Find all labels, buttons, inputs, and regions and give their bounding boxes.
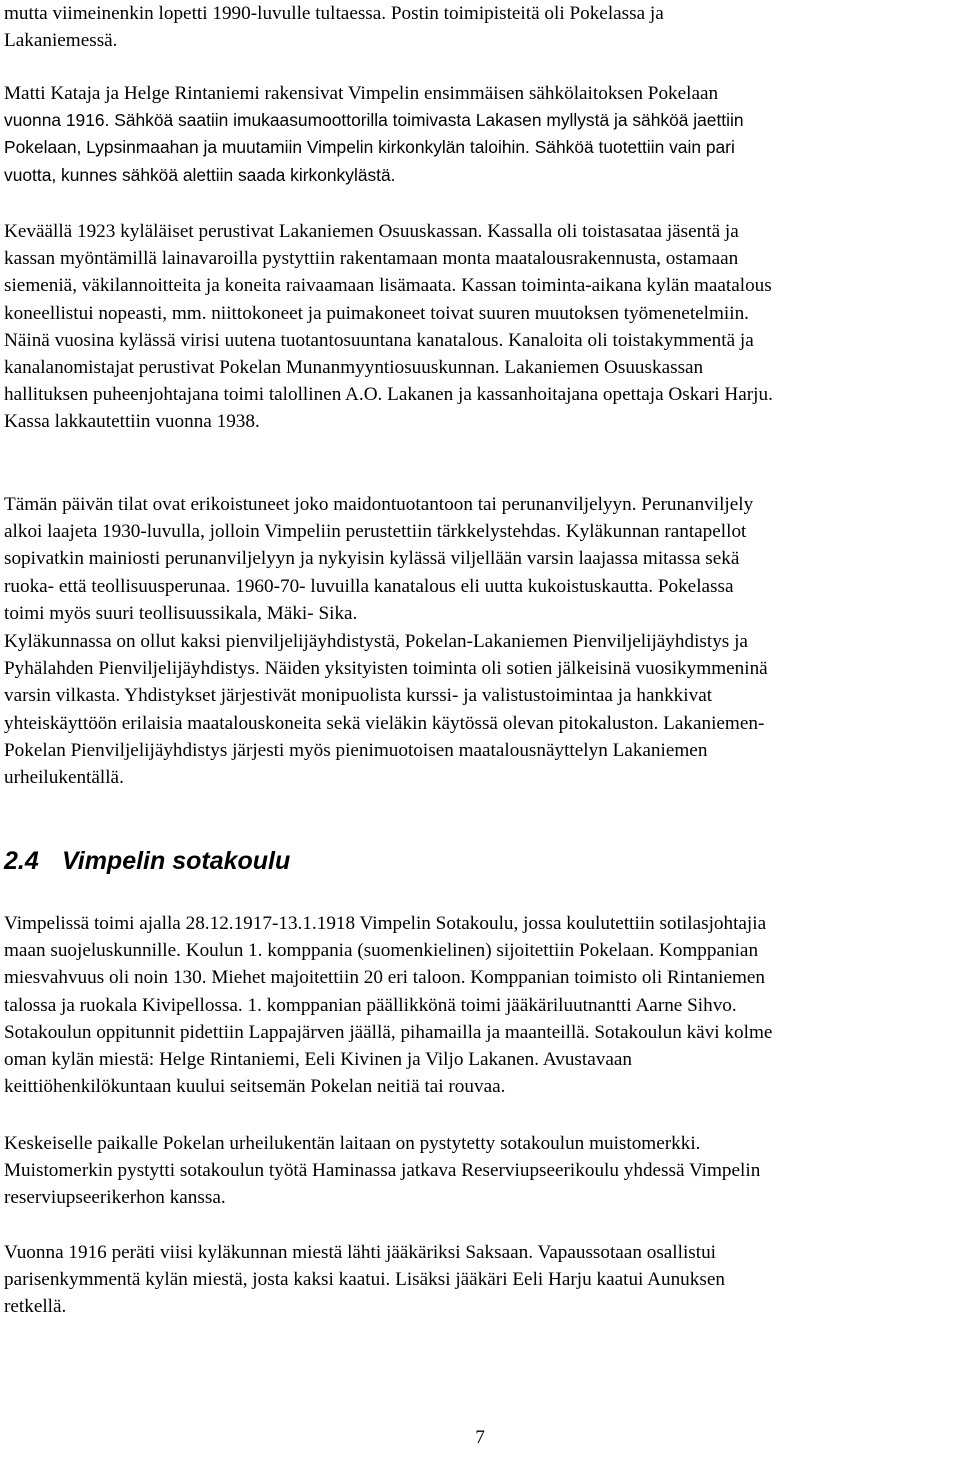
paragraph-jaegers xyxy=(0,1239,956,1321)
text-line: koneellistui nopeasti, mm. niittokoneet ja puimakoneet toivat suuren muutoksen työmenetelmiin. xyxy=(4,302,749,324)
paragraph-post-offices xyxy=(0,0,956,54)
section-title: Vimpelin sotakoulu xyxy=(62,847,291,875)
paragraph-war-school xyxy=(0,910,956,1100)
text-line: Kassa lakkautettiin vuonna 1938. xyxy=(4,411,260,433)
text-line: mutta viimeinenkin lopetti 1990-luvulle tultaessa. Postin toimipisteitä oli Pokelassa ja xyxy=(4,3,664,24)
text-line: maan suojeluskunnille. Koulun 1. komppania (suomenkielinen) sijoitettiin Pokelaan. Komppanian xyxy=(4,940,759,962)
text-line: Vimpelissä toimi ajalla 28.12.1917-13.1.1918 Vimpelin Sotakoulu, jossa koulutettiin sotilasjohtajia xyxy=(4,913,767,934)
paragraph-cooperative-bank xyxy=(0,218,956,436)
paragraph-memorial xyxy=(0,1130,956,1212)
text-line: ruoka- että teollisuusperunaa. 1960-70- luvuilla kanatalous eli uutta kukoistuskautta. Pokelassa xyxy=(4,575,734,597)
paragraph-electric-plant xyxy=(0,80,956,189)
text-line: toimi myös suuri teollisuussikala, Mäki- Sika. xyxy=(4,602,358,624)
section-number: 2.4 xyxy=(4,847,39,875)
section-heading xyxy=(4,846,290,876)
text-line: oman kylän miestä: Helge Rintaniemi, Eeli Kivinen ja Viljo Lakanen. Avustavaan xyxy=(4,1049,632,1071)
text-line: kanalanomistajat perustivat Pokelan Munanmyyntiosuuskunnan. Lakaniemen Osuuskassan xyxy=(4,357,704,379)
text-line: reserviupseerikerhon kanssa. xyxy=(4,1187,226,1209)
text-line: hallituksen puheenjohtajana toimi talollinen A.O. Lakanen ja kassanhoitajana opettaja Oskari Harju. xyxy=(4,384,773,406)
paragraph-farms-today xyxy=(0,491,956,627)
text-line: yhteiskäyttöön erilaisia maatalouskoneita sekä vieläkin käytössä olevan pitokaluston. Lakaniemen- xyxy=(4,712,765,734)
text-line: Keväällä 1923 kyläläiset perustivat Lakaniemen Osuuskassan. Kassalla oli toistasataa jäsentä ja xyxy=(4,221,739,242)
text-line: Kyläkunnassa on ollut kaksi pienviljelijäyhdistystä, Pokelan-Lakaniemen Pienviljelijäyhdistys ja xyxy=(4,631,748,652)
text-line: parisenkymmentä kylän miestä, josta kaksi kaatui. Lisäksi jääkäri Eeli Harju kaatui Aunuksen xyxy=(4,1269,725,1291)
text-line: vuonna 1916. Sähköä saatiin imukaasumoottorilla toimivasta Lakasen myllystä ja sähköä jaettiin xyxy=(4,110,744,131)
text-line: Matti Kataja ja Helge Rintaniemi rakensivat Vimpelin ensimmäisen sähkölaitoksen Pokelaan xyxy=(4,83,719,104)
text-line: Pokelan Pienviljelijäyhdistys järjesti myös pienimuotoisen maatalousnäyttelyn Lakaniemen xyxy=(4,739,708,761)
text-line: Tämän päivän tilat ovat erikoistuneet joko maidontuotantoon tai perunanviljelyyn. Perunanviljely xyxy=(4,494,754,515)
text-line: varsin vilkasta. Yhdistykset järjestivät monipuolista kurssi- ja valistustoimintaa ja hankkivat xyxy=(4,685,713,707)
text-line: Sotakoulun oppitunnit pidettiin Lappajärven jäällä, pihamailla ja maanteillä. Sotakoulun kävi kolme xyxy=(4,1021,773,1043)
text-line: retkellä. xyxy=(4,1296,67,1318)
text-line: siemeniä, väkilannoitteita ja koneita raivaamaan lisämaata. Kassan toiminta-aikana kylän maatalous xyxy=(4,275,772,297)
paragraph-smallholder-associations xyxy=(0,628,956,791)
text-line: Pokelaan, Lypsinmaahan ja muutamiin Vimpelin kirkonkylän taloihin. Sähköä tuotettiin vain pari xyxy=(4,137,735,158)
text-line: kassan myöntämillä lainavaroilla pystyttiin rakentamaan monta maatalousrakennusta, ostamaan xyxy=(4,248,739,270)
text-line: miesvahvuus oli noin 130. Miehet majoitettiin 20 eri taloon. Komppanian toimisto oli Rintaniemen xyxy=(4,967,766,989)
text-line: Lakaniemessä. xyxy=(4,30,118,52)
text-line: urheilukentällä. xyxy=(4,767,124,789)
text-line: sopivatkin mainiosti perunanviljelyyn ja nykyisin kylässä viljellään varsin laajassa mitassa sekä xyxy=(4,548,740,570)
text-line: talossa ja ruokala Kivipellossa. 1. komppanian päällikkönä toimi jääkäriluutnantti Aarne Sihvo. xyxy=(4,994,737,1016)
text-line: vuotta, kunnes sähköä alettiin saada kirkonkylästä. xyxy=(4,164,396,185)
text-line: Näinä vuosina kylässä virisi uutena tuotantosuuntana kanatalous. Kanaloita oli toistakymmentä ja xyxy=(4,329,754,351)
text-line: Keskeiselle paikalle Pokelan urheilukentän laitaan on pystytetty sotakoulun muistomerkki. xyxy=(4,1133,701,1154)
text-line: keittiöhenkilökuntaan kuului seitsemän Pokelan neitiä tai rouvaa. xyxy=(4,1076,506,1098)
text-line: alkoi laajeta 1930-luvulla, jolloin Vimpeliin perustettiin tärkkelystehdas. Kyläkunnan rantapellot xyxy=(4,521,747,543)
text-line: Vuonna 1916 peräti viisi kyläkunnan miestä lähti jääkäriksi Saksaan. Vapaussotaan osallistui xyxy=(4,1242,717,1263)
text-line: Pyhälahden Pienviljelijäyhdistys. Näiden yksityisten toiminta oli sotien jälkeisinä vuosikymmeninä xyxy=(4,658,768,680)
text-line: Muistomerkin pystytti sotakoulun työtä Haminassa jatkava Reserviupseerikoulu yhdessä Vimpelin xyxy=(4,1160,761,1182)
page-number: 7 xyxy=(475,1427,485,1448)
